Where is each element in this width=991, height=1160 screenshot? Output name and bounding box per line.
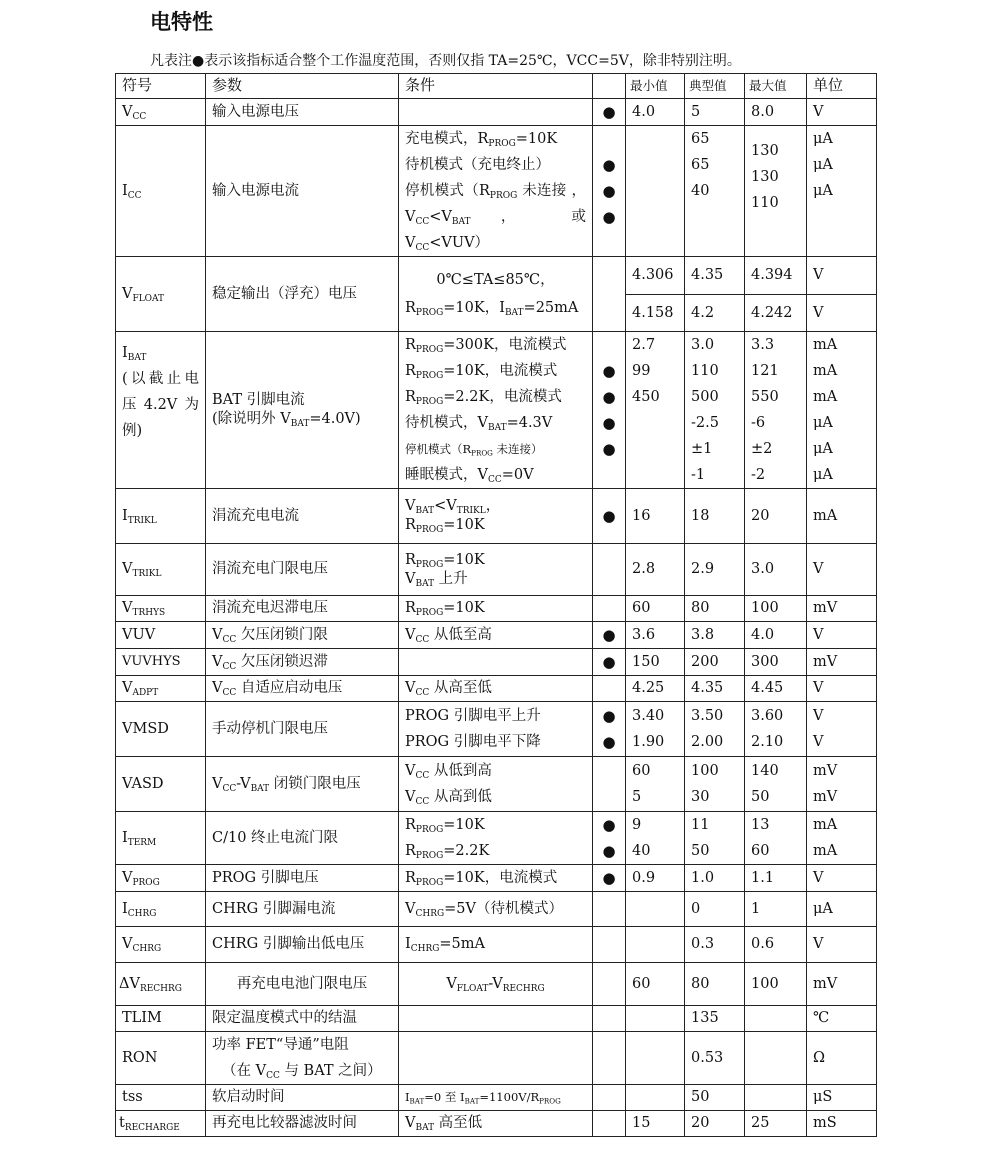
symbol-cell: $V_{CHRG}$ bbox=[116, 927, 206, 963]
typ-cell: 4.2 bbox=[685, 295, 745, 332]
header-param: 参数 bbox=[206, 74, 399, 99]
full-range-dot-icon: ● bbox=[602, 182, 616, 200]
table-note: 凡表注●表示该指标适合整个工作温度范围，否则仅指 TA=25℃，VCC=5V，除非特别注明。 bbox=[150, 53, 741, 69]
full-range-dot-icon: ● bbox=[602, 362, 616, 380]
max-cell: 100 bbox=[745, 963, 807, 1006]
full-range-dot-icon: ● bbox=[602, 653, 616, 671]
typ-cell: 3.0 110 500 -2.5 ±1 -1 bbox=[685, 332, 745, 489]
cond-cell: $R_{PROG}=10K$，电流模式 bbox=[399, 865, 593, 892]
dot-cell bbox=[593, 99, 626, 126]
electrical-characteristics-table bbox=[115, 73, 877, 1137]
cond-cell bbox=[399, 1032, 593, 1085]
header-min: 最小值 bbox=[626, 74, 685, 99]
param-cell: C/10 终止电流门限 bbox=[206, 812, 399, 865]
typ-cell: 0.53 bbox=[685, 1032, 745, 1085]
typ-cell: 5 bbox=[685, 99, 745, 126]
dot-cell bbox=[593, 702, 626, 757]
min-cell: 3.40 1.90 bbox=[626, 702, 685, 757]
symbol-cell: $I_{BAT}$ (以截止电压4.2V为例) bbox=[116, 332, 206, 489]
param-cell: 输入电源电压 bbox=[206, 99, 399, 126]
max-cell: 4.45 bbox=[745, 676, 807, 702]
cond-cell bbox=[399, 649, 593, 676]
full-range-dot-icon: ● bbox=[602, 208, 616, 226]
table-row bbox=[116, 649, 877, 676]
unit-cell: mV bbox=[807, 963, 877, 1006]
table-row bbox=[116, 596, 877, 622]
full-range-dot-icon: ● bbox=[602, 507, 616, 525]
table-row bbox=[116, 812, 877, 865]
param-cell: $V_{CC}$ 欠压闭锁迟滞 bbox=[206, 649, 399, 676]
max-cell: 1 bbox=[745, 892, 807, 927]
symbol-cell: TLIM bbox=[116, 1006, 206, 1032]
symbol-cell: $V_{ADPT}$ bbox=[116, 676, 206, 702]
table-row bbox=[116, 1111, 877, 1137]
dot-cell bbox=[593, 257, 626, 332]
min-cell: 16 bbox=[626, 489, 685, 544]
full-range-dot-icon: ● bbox=[602, 414, 616, 432]
symbol-cell: $I_{TERM}$ bbox=[116, 812, 206, 865]
max-cell: 3.60 2.10 bbox=[745, 702, 807, 757]
min-cell: 3.6 bbox=[626, 622, 685, 649]
table-row bbox=[116, 622, 877, 649]
max-cell: 100 bbox=[745, 596, 807, 622]
param-cell: 软启动时间 bbox=[206, 1085, 399, 1111]
symbol-cell: VASD bbox=[116, 757, 206, 812]
unit-cell: V bbox=[807, 622, 877, 649]
typ-cell: 3.8 bbox=[685, 622, 745, 649]
table-row bbox=[116, 676, 877, 702]
table-row bbox=[116, 702, 877, 757]
table-row bbox=[116, 1085, 877, 1111]
dot-cell bbox=[593, 865, 626, 892]
max-cell bbox=[745, 1032, 807, 1085]
unit-cell: V bbox=[807, 544, 877, 596]
typ-cell: 100 30 bbox=[685, 757, 745, 812]
full-range-dot-icon: ● bbox=[602, 103, 616, 121]
full-range-dot-icon: ● bbox=[602, 626, 616, 644]
cond-cell: $V_{CC}$ 从高至低 bbox=[399, 676, 593, 702]
typ-cell: 200 bbox=[685, 649, 745, 676]
unit-cell: mA mA bbox=[807, 812, 877, 865]
min-cell: 9 40 bbox=[626, 812, 685, 865]
typ-cell: 50 bbox=[685, 1085, 745, 1111]
typ-cell: 4.35 bbox=[685, 257, 745, 295]
typ-cell: 2.9 bbox=[685, 544, 745, 596]
cond-cell: $I_{CHRG}=5mA$ bbox=[399, 927, 593, 963]
table-row bbox=[116, 99, 877, 126]
typ-cell: 80 bbox=[685, 963, 745, 1006]
max-cell: 300 bbox=[745, 649, 807, 676]
header-row bbox=[116, 74, 877, 99]
max-cell: 4.0 bbox=[745, 622, 807, 649]
min-cell: 15 bbox=[626, 1111, 685, 1137]
typ-cell: 11 50 bbox=[685, 812, 745, 865]
typ-cell: 20 bbox=[685, 1111, 745, 1137]
dot-cell bbox=[593, 1085, 626, 1111]
min-cell bbox=[626, 1006, 685, 1032]
unit-cell: mA bbox=[807, 489, 877, 544]
min-cell: 2.7 99 450 bbox=[626, 332, 685, 489]
unit-cell: ℃ bbox=[807, 1006, 877, 1032]
cond-cell: $R_{PROG}=10K$ $R_{PROG}=2.2K$ bbox=[399, 812, 593, 865]
symbol-cell: tss bbox=[116, 1085, 206, 1111]
dot-cell bbox=[593, 1006, 626, 1032]
max-cell: 130 130 110 bbox=[745, 126, 807, 257]
cond-cell: $V_{FLOAT}-V_{RECHRG}$ bbox=[399, 963, 593, 1006]
unit-cell: μA bbox=[807, 892, 877, 927]
param-cell: 手动停机门限电压 bbox=[206, 702, 399, 757]
dot-cell bbox=[593, 544, 626, 596]
cond-cell bbox=[399, 1006, 593, 1032]
symbol-cell: $V_{CC}$ bbox=[116, 99, 206, 126]
min-cell bbox=[626, 1032, 685, 1085]
typ-cell: 4.35 bbox=[685, 676, 745, 702]
max-cell bbox=[745, 1085, 807, 1111]
full-range-dot-icon: ● bbox=[602, 816, 616, 834]
table-row bbox=[116, 544, 877, 596]
cond-cell: $R_{PROG}=300K$，电流模式 $R_{PROG}=10K$，电流模式 $R_{PROG}=2.2K$，电流模式 待机模式，$V_{BAT}=4.3V$ 停机模式（$R_{PROG}$ 未连接） 睡眠模式，$V_{CC}=0V$ bbox=[399, 332, 593, 489]
symbol-cell: $I_{CHRG}$ bbox=[116, 892, 206, 927]
param-cell: 功率 FET“导通”电阻 （在 $V_{CC}$ 与 BAT 之间） bbox=[206, 1032, 399, 1085]
min-cell bbox=[626, 126, 685, 257]
min-cell: 4.0 bbox=[626, 99, 685, 126]
header-cond: 条件 bbox=[399, 74, 593, 99]
symbol-cell: VUVHYS bbox=[116, 649, 206, 676]
max-cell: 8.0 bbox=[745, 99, 807, 126]
unit-cell: mV bbox=[807, 596, 877, 622]
max-cell: 140 50 bbox=[745, 757, 807, 812]
table-row bbox=[116, 1032, 877, 1085]
typ-cell: 80 bbox=[685, 596, 745, 622]
min-cell bbox=[626, 1085, 685, 1111]
param-cell: 输入电源电流 bbox=[206, 126, 399, 257]
unit-cell: V V bbox=[807, 702, 877, 757]
param-cell: $V_{CC}-V_{BAT}$ 闭锁门限电压 bbox=[206, 757, 399, 812]
dot-cell bbox=[593, 622, 626, 649]
dot-cell bbox=[593, 1111, 626, 1137]
cond-cell: $I_{BAT}=0$ 至 $I_{BAT}=1100V/R_{PROG}$ bbox=[399, 1085, 593, 1111]
dot-cell bbox=[593, 757, 626, 812]
unit-cell: Ω bbox=[807, 1032, 877, 1085]
param-cell: 再充电电池门限电压 bbox=[206, 963, 399, 1006]
dot-cell bbox=[593, 812, 626, 865]
header-max: 最大值 bbox=[745, 74, 807, 99]
symbol-cell: $\Delta V_{RECHRG}$ bbox=[116, 963, 206, 1006]
cond-cell: 充电模式，$R_{PROG}=10K$ 待机模式（充电终止） 停机模式（$R_{PROG}$ 未连接 ， $V_{CC}<V_{BAT}$ ， 或$V_{CC}<VUV$） bbox=[399, 126, 593, 257]
min-cell: 0.9 bbox=[626, 865, 685, 892]
symbol-cell: VMSD bbox=[116, 702, 206, 757]
symbol-cell: RON bbox=[116, 1032, 206, 1085]
unit-cell: mA mA mA μA μA μA bbox=[807, 332, 877, 489]
header-dot bbox=[593, 74, 626, 99]
cond-cell: PROG 引脚电平上升 PROG 引脚电平下降 bbox=[399, 702, 593, 757]
cond-cell: $V_{CC}$ 从低到高 $V_{CC}$ 从高到低 bbox=[399, 757, 593, 812]
full-range-dot-icon: ● bbox=[602, 388, 616, 406]
unit-cell: V bbox=[807, 927, 877, 963]
typ-cell: 1.0 bbox=[685, 865, 745, 892]
max-cell: 25 bbox=[745, 1111, 807, 1137]
cond-cell: $V_{CC}$ 从低至高 bbox=[399, 622, 593, 649]
symbol-cell: $I_{CC}$ bbox=[116, 126, 206, 257]
full-range-dot-icon: ● bbox=[602, 707, 616, 725]
param-cell: 涓流充电电流 bbox=[206, 489, 399, 544]
min-cell: 60 5 bbox=[626, 757, 685, 812]
cond-cell: $V_{BAT}<V_{TRIKL}$， $R_{PROG}=10K$ bbox=[399, 489, 593, 544]
symbol-cell: $V_{TRHYS}$ bbox=[116, 596, 206, 622]
min-cell bbox=[626, 892, 685, 927]
dot-cell bbox=[593, 649, 626, 676]
cond-cell bbox=[399, 99, 593, 126]
unit-cell: V bbox=[807, 676, 877, 702]
min-cell bbox=[626, 927, 685, 963]
param-cell: PROG 引脚电压 bbox=[206, 865, 399, 892]
cond-cell: $V_{CHRG}=5V$（待机模式） bbox=[399, 892, 593, 927]
cond-cell: $V_{BAT}$ 高至低 bbox=[399, 1111, 593, 1137]
param-cell: 稳定输出（浮充）电压 bbox=[206, 257, 399, 332]
param-cell: 再充电比较器滤波时间 bbox=[206, 1111, 399, 1137]
table-row bbox=[116, 892, 877, 927]
dot-cell bbox=[593, 676, 626, 702]
unit-cell: mV bbox=[807, 649, 877, 676]
table-row bbox=[116, 927, 877, 963]
unit-cell: mV mV bbox=[807, 757, 877, 812]
dot-cell bbox=[593, 963, 626, 1006]
min-cell: 150 bbox=[626, 649, 685, 676]
max-cell: 1.1 bbox=[745, 865, 807, 892]
param-cell: $V_{CC}$ 欠压闭锁门限 bbox=[206, 622, 399, 649]
table-row bbox=[116, 126, 877, 257]
full-range-dot-icon: ● bbox=[602, 869, 616, 887]
unit-cell: μA μA μA bbox=[807, 126, 877, 257]
header-symbol: 符号 bbox=[116, 74, 206, 99]
full-range-dot-icon: ● bbox=[602, 733, 616, 751]
symbol-cell: $t_{RECHARGE}$ bbox=[116, 1111, 206, 1137]
min-cell: 4.306 bbox=[626, 257, 685, 295]
cond-cell: $R_{PROG}=10K$ bbox=[399, 596, 593, 622]
unit-cell: V bbox=[807, 295, 877, 332]
unit-cell: V bbox=[807, 257, 877, 295]
param-cell: 限定温度模式中的结温 bbox=[206, 1006, 399, 1032]
typ-cell: 3.50 2.00 bbox=[685, 702, 745, 757]
dot-cell bbox=[593, 332, 626, 489]
max-cell: 4.394 bbox=[745, 257, 807, 295]
max-cell: 13 60 bbox=[745, 812, 807, 865]
full-range-dot-icon: ● bbox=[602, 842, 616, 860]
typ-cell: 0.3 bbox=[685, 927, 745, 963]
max-cell: 4.242 bbox=[745, 295, 807, 332]
unit-cell: mS bbox=[807, 1111, 877, 1137]
symbol-cell: $V_{TRIKL}$ bbox=[116, 544, 206, 596]
param-cell: CHRG 引脚漏电流 bbox=[206, 892, 399, 927]
cond-cell: 0℃≤TA≤85℃， $R_{PROG}=10K$，$I_{BAT}=25mA$ bbox=[399, 257, 593, 332]
typ-cell: 65 65 40 bbox=[685, 126, 745, 257]
section-title: 电特性 bbox=[150, 10, 213, 34]
param-cell: 涓流充电迟滞电压 bbox=[206, 596, 399, 622]
symbol-cell: VUV bbox=[116, 622, 206, 649]
min-cell: 4.25 bbox=[626, 676, 685, 702]
max-cell: 3.3 121 550 -6 ±2 -2 bbox=[745, 332, 807, 489]
table-row bbox=[116, 963, 877, 1006]
cond-cell: $R_{PROG}=10K$ $V_{BAT}$ 上升 bbox=[399, 544, 593, 596]
max-cell: 20 bbox=[745, 489, 807, 544]
min-cell: 2.8 bbox=[626, 544, 685, 596]
table-row bbox=[116, 332, 877, 489]
symbol-cell: $I_{TRIKL}$ bbox=[116, 489, 206, 544]
unit-cell: V bbox=[807, 99, 877, 126]
min-cell: 60 bbox=[626, 596, 685, 622]
dot-cell bbox=[593, 892, 626, 927]
param-cell: 涓流充电门限电压 bbox=[206, 544, 399, 596]
max-cell: 3.0 bbox=[745, 544, 807, 596]
dot-cell bbox=[593, 927, 626, 963]
dot-cell bbox=[593, 1032, 626, 1085]
symbol-cell: $V_{PROG}$ bbox=[116, 865, 206, 892]
full-range-dot-icon: ● bbox=[602, 156, 616, 174]
full-range-dot-icon: ● bbox=[602, 440, 616, 458]
table-row bbox=[116, 1006, 877, 1032]
typ-cell: 18 bbox=[685, 489, 745, 544]
min-cell: 60 bbox=[626, 963, 685, 1006]
min-cell: 4.158 bbox=[626, 295, 685, 332]
unit-cell: μS bbox=[807, 1085, 877, 1111]
dot-cell bbox=[593, 126, 626, 257]
table-row bbox=[116, 865, 877, 892]
max-cell bbox=[745, 1006, 807, 1032]
param-cell: CHRG 引脚输出低电压 bbox=[206, 927, 399, 963]
header-unit: 单位 bbox=[807, 74, 877, 99]
param-cell: $V_{CC}$ 自适应启动电压 bbox=[206, 676, 399, 702]
typ-cell: 135 bbox=[685, 1006, 745, 1032]
table-row bbox=[116, 757, 877, 812]
table-row bbox=[116, 257, 877, 295]
unit-cell: V bbox=[807, 865, 877, 892]
header-typ: 典型值 bbox=[685, 74, 745, 99]
typ-cell: 0 bbox=[685, 892, 745, 927]
dot-cell bbox=[593, 596, 626, 622]
param-cell: BAT 引脚电流 (除说明外 $V_{BAT}=4.0V$) bbox=[206, 332, 399, 489]
max-cell: 0.6 bbox=[745, 927, 807, 963]
symbol-cell: $V_{FLOAT}$ bbox=[116, 257, 206, 332]
dot-cell bbox=[593, 489, 626, 544]
table-row bbox=[116, 489, 877, 544]
